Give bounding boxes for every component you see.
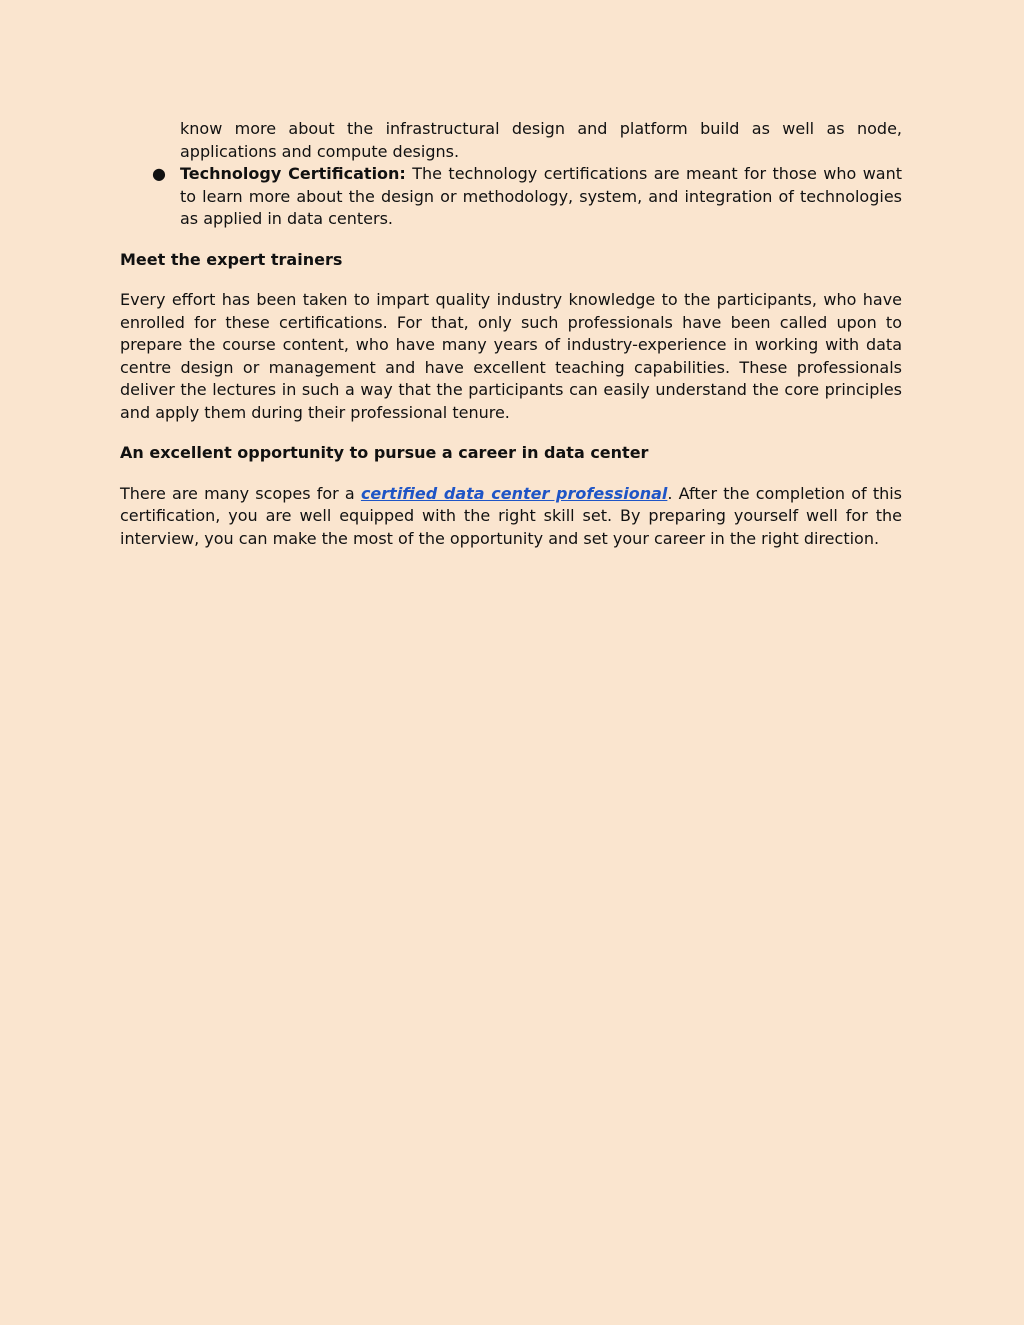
bullet-icon: ● <box>152 164 166 183</box>
list-item-text: know more about the infrastructural design and platform build as well as node, applications and compute designs. <box>180 119 902 161</box>
career-paragraph-start: There are many scopes for a <box>120 483 361 503</box>
list-item-lead: Technology Certification: <box>180 164 406 183</box>
list-item <box>120 118 902 163</box>
career-paragraph-end: . After the completion of this certification, you are well equipped with the right skill set. By preparing yourself well for the interview, you can make the most of the opportunity and set your career in the right direction. <box>120 483 903 548</box>
certified-professional-link[interactable]: certified data center professional <box>360 483 668 503</box>
trainers-paragraph: Every effort has been taken to impart quality industry knowledge to the participants, who have enrolled for these certifications. For that, only such professionals have been called upon to prepare the course content, who have many years of industry-experience in working with data centre design or management and have excellent teaching capabilities. These professionals deliver the lectures in such a way that the participants can easily understand the core principles and apply them during their professional tenure. <box>120 290 902 422</box>
list-item <box>120 163 902 231</box>
section-heading-trainers: Meet the expert trainers <box>120 249 343 269</box>
document-page <box>120 118 902 550</box>
list-item-text: The technology certifications are meant for those who want to learn more about the design or methodology, system, and integration of technologies as applied in data centers. <box>180 164 903 228</box>
career-paragraph <box>120 483 902 551</box>
section-heading-career: An excellent opportunity to pursue a career in data center <box>120 443 649 462</box>
certification-list <box>120 118 902 231</box>
